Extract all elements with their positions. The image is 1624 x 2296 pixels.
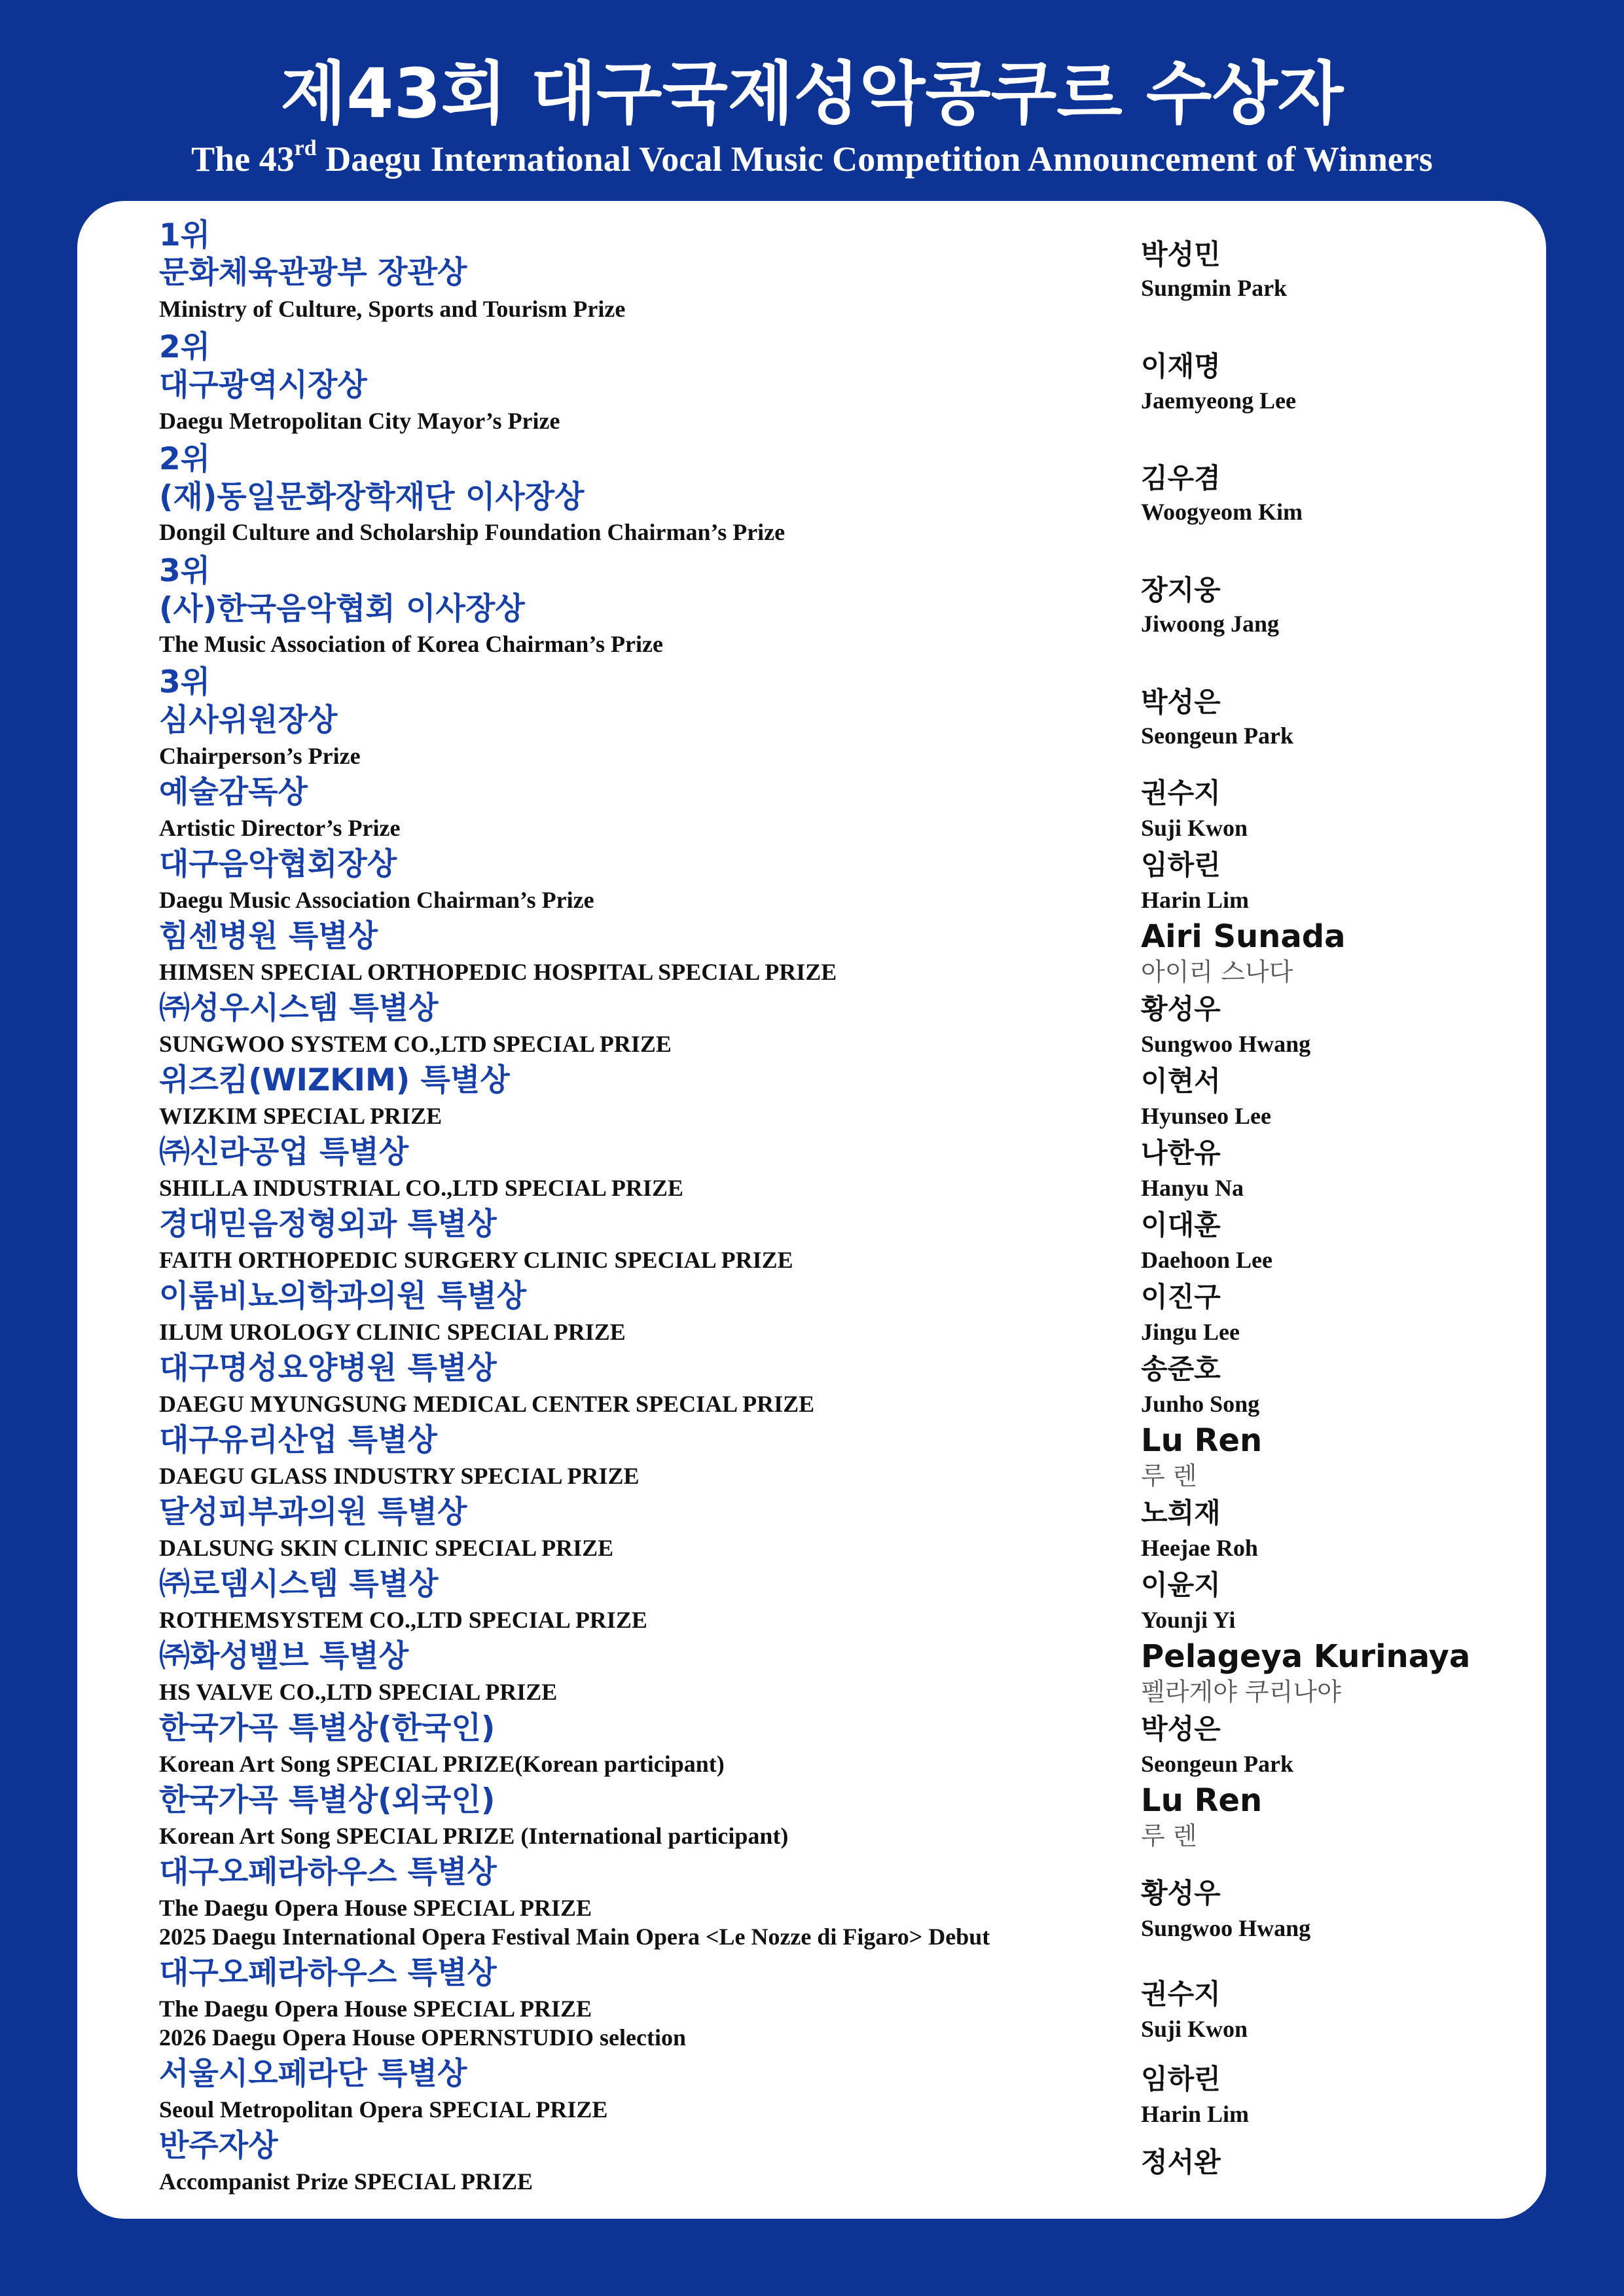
- award-title-en: Accompanist Prize SPECIAL PRIZE: [159, 2168, 533, 2195]
- winner-name-en: Seongeun Park: [1141, 723, 1294, 749]
- winner-name-ko: 김우겸: [1141, 462, 1221, 494]
- award-title-en: ROTHEMSYSTEM CO.,LTD SPECIAL PRIZE: [159, 1607, 647, 1633]
- winner-name-en: Sungmin Park: [1141, 275, 1288, 301]
- award-title-ko: 위즈킴(WIZKIM) 특별상: [159, 1062, 510, 1098]
- winner-name-en: Harin Lim: [1141, 887, 1250, 913]
- subtitle-ordinal: rd: [294, 136, 317, 160]
- winner-name-ko: 루 렌: [1141, 1462, 1197, 1490]
- winner-name-en: Suji Kwon: [1141, 2016, 1248, 2042]
- award-title-en: Chairperson’s Prize: [159, 743, 361, 769]
- header: [0, 0, 1624, 196]
- award-title-en: HIMSEN SPECIAL ORTHOPEDIC HOSPITAL SPECIAL PRIZE: [159, 959, 837, 985]
- award-title-ko: 이룸비뇨의학과의원 특별상: [159, 1278, 527, 1314]
- award-title-en: Daegu Metropolitan City Mayor’s Prize: [159, 408, 560, 434]
- winner-name-en: Hyunseo Lee: [1141, 1103, 1272, 1129]
- winner-name-en: Suji Kwon: [1141, 815, 1248, 841]
- award-title-en: Korean Art Song SPECIAL PRIZE (International participant): [159, 1823, 789, 1849]
- award-title-en: Ministry of Culture, Sports and Tourism Prize: [159, 296, 626, 322]
- award-title-en-detail: 2026 Daegu Opera House OPERNSTUDIO selection: [159, 2024, 686, 2051]
- winner-name-en: Heejae Roh: [1141, 1535, 1258, 1561]
- award-title-ko: ㈜화성밸브 특별상: [159, 1638, 409, 1674]
- award-title-ko: ㈜성우시스템 특별상: [159, 990, 439, 1026]
- award-title-en: SHILLA INDUSTRIAL CO.,LTD SPECIAL PRIZE: [159, 1175, 683, 1201]
- award-title-ko: 경대믿음정형외과 특별상: [159, 1206, 497, 1242]
- winner-name-ko: 이현서: [1141, 1065, 1221, 1097]
- award-title-en: FAITH ORTHOPEDIC SURGERY CLINIC SPECIAL PRIZE: [159, 1247, 793, 1273]
- award-title-en: Daegu Music Association Chairman’s Prize: [159, 887, 594, 913]
- award-title-en: Seoul Metropolitan Opera SPECIAL PRIZE: [159, 2096, 608, 2123]
- award-title-en: Artistic Director’s Prize: [159, 815, 401, 841]
- award-rank: 2위: [159, 441, 211, 477]
- winner-name-ko: 박성은: [1141, 686, 1221, 718]
- award-title-ko: (사)한국음악협회 이사장상: [159, 591, 525, 627]
- winner-name-ko: 루 렌: [1141, 1821, 1197, 1850]
- award-title-en-detail: 2025 Daegu International Opera Festival Main Opera <Le Nozze di Figaro> Debut: [159, 1924, 990, 1950]
- winner-name-ko: 박성은: [1141, 1713, 1221, 1745]
- winner-name-ko: 장지웅: [1141, 574, 1221, 606]
- winner-name-en: Younji Yi: [1141, 1607, 1236, 1633]
- winner-name-ko: 펠라게야 쿠리나야: [1141, 1677, 1341, 1706]
- winner-name-en: Sungwoo Hwang: [1141, 1915, 1311, 1941]
- winner-name-latin: Pelageya Kurinaya: [1141, 1638, 1471, 1675]
- award-title-en: WIZKIM SPECIAL PRIZE: [159, 1103, 442, 1129]
- winner-name-latin: Lu Ren: [1141, 1422, 1263, 1459]
- award-title-ko: 대구유리산업 특별상: [159, 1422, 437, 1458]
- winners-card: [77, 201, 1546, 2219]
- winner-name-ko: 이윤지: [1141, 1569, 1221, 1601]
- winner-name-ko: 이재명: [1141, 350, 1221, 382]
- winner-name-ko: 임하린: [1141, 849, 1221, 881]
- winner-name-en: Harin Lim: [1141, 2101, 1250, 2127]
- award-title-en: Dongil Culture and Scholarship Foundation Chairman’s Prize: [159, 519, 785, 545]
- award-title-en: Korean Art Song SPECIAL PRIZE(Korean participant): [159, 1751, 725, 1777]
- award-title-ko: (재)동일문화장학재단 이사장상: [159, 479, 585, 515]
- award-title-ko: 힘센병원 특별상: [159, 918, 378, 954]
- winner-name-ko: 나한유: [1141, 1137, 1221, 1169]
- award-title-ko: 예술감독상: [159, 774, 308, 810]
- award-title-en: DALSUNG SKIN CLINIC SPECIAL PRIZE: [159, 1535, 614, 1561]
- award-title-ko: 서울시오페라단 특별상: [159, 2056, 467, 2092]
- winner-name-en: Daehoon Lee: [1141, 1247, 1272, 1273]
- subtitle-suffix: Daegu International Vocal Music Competition Announcement of Winners: [316, 139, 1433, 179]
- winner-name-latin: Airi Sunada: [1141, 918, 1346, 955]
- award-title-ko: 대구오페라하우스 특별상: [159, 1854, 497, 1890]
- award-title-en: ILUM UROLOGY CLINIC SPECIAL PRIZE: [159, 1319, 626, 1345]
- award-title-ko: 문화체육관광부 장관상: [159, 255, 467, 291]
- winner-name-ko: 이진구: [1141, 1281, 1221, 1313]
- award-title-ko: ㈜로뎀시스템 특별상: [159, 1566, 439, 1602]
- award-title-ko: 한국가곡 특별상(한국인): [159, 1710, 496, 1746]
- award-title-en: DAEGU MYUNGSUNG MEDICAL CENTER SPECIAL PRIZE: [159, 1391, 815, 1417]
- winner-name-en: Junho Song: [1141, 1391, 1260, 1417]
- winner-name-en: Seongeun Park: [1141, 1751, 1294, 1777]
- winner-name-ko: 아이리 스나다: [1141, 958, 1293, 986]
- award-title-ko: ㈜신라공업 특별상: [159, 1134, 409, 1170]
- award-title-en: SUNGWOO SYSTEM CO.,LTD SPECIAL PRIZE: [159, 1031, 672, 1057]
- award-title-ko: 대구광역시장상: [159, 367, 367, 403]
- page-subtitle: [0, 137, 1624, 181]
- winner-name-ko: 권수지: [1141, 1978, 1221, 2010]
- award-title-ko: 달성피부과의원 특별상: [159, 1494, 467, 1530]
- winner-name-ko: 송준호: [1141, 1353, 1221, 1385]
- winner-name-ko: 권수지: [1141, 777, 1221, 809]
- winner-name-en: Jaemyeong Lee: [1141, 387, 1296, 414]
- subtitle-prefix: The 43: [191, 139, 295, 179]
- award-title-en: The Daegu Opera House SPECIAL PRIZE: [159, 1895, 592, 1921]
- winner-name-ko: 이대훈: [1141, 1209, 1221, 1241]
- winner-name-ko: 박성민: [1141, 238, 1221, 270]
- winner-name-ko: 노희재: [1141, 1497, 1221, 1529]
- winner-name-ko: 황성우: [1141, 993, 1221, 1025]
- winner-name-ko: 정서완: [1141, 2146, 1221, 2178]
- winner-name-ko: 임하린: [1141, 2063, 1221, 2095]
- award-title-ko: 대구명성요양병원 특별상: [159, 1350, 497, 1386]
- award-rank: 3위: [159, 664, 211, 700]
- winner-name-en: Woogyeom Kim: [1141, 499, 1303, 525]
- award-title-ko: 심사위원장상: [159, 702, 338, 738]
- winner-name-ko: 황성우: [1141, 1877, 1221, 1909]
- award-title-en: DAEGU GLASS INDUSTRY SPECIAL PRIZE: [159, 1463, 640, 1489]
- award-rank: 1위: [159, 217, 211, 253]
- award-title-ko: 반주자상: [159, 2128, 278, 2164]
- award-title-ko: 대구음악협회장상: [159, 846, 397, 882]
- award-title-en: HS VALVE CO.,LTD SPECIAL PRIZE: [159, 1679, 558, 1705]
- award-rank: 3위: [159, 553, 211, 589]
- award-rank: 2위: [159, 329, 211, 365]
- award-title-en: The Daegu Opera House SPECIAL PRIZE: [159, 1996, 592, 2022]
- winner-name-latin: Lu Ren: [1141, 1782, 1263, 1819]
- winner-name-en: Jiwoong Jang: [1141, 611, 1280, 637]
- winner-name-en: Jingu Lee: [1141, 1319, 1240, 1345]
- award-title-ko: 한국가곡 특별상(외국인): [159, 1782, 496, 1818]
- award-title-ko: 대구오페라하우스 특별상: [159, 1955, 497, 1991]
- page-title: 제43회 대구국제성악콩쿠르 수상자: [280, 54, 1344, 134]
- winner-name-en: Hanyu Na: [1141, 1175, 1244, 1201]
- award-title-en: The Music Association of Korea Chairman’s Prize: [159, 631, 663, 657]
- winner-name-en: Sungwoo Hwang: [1141, 1031, 1311, 1057]
